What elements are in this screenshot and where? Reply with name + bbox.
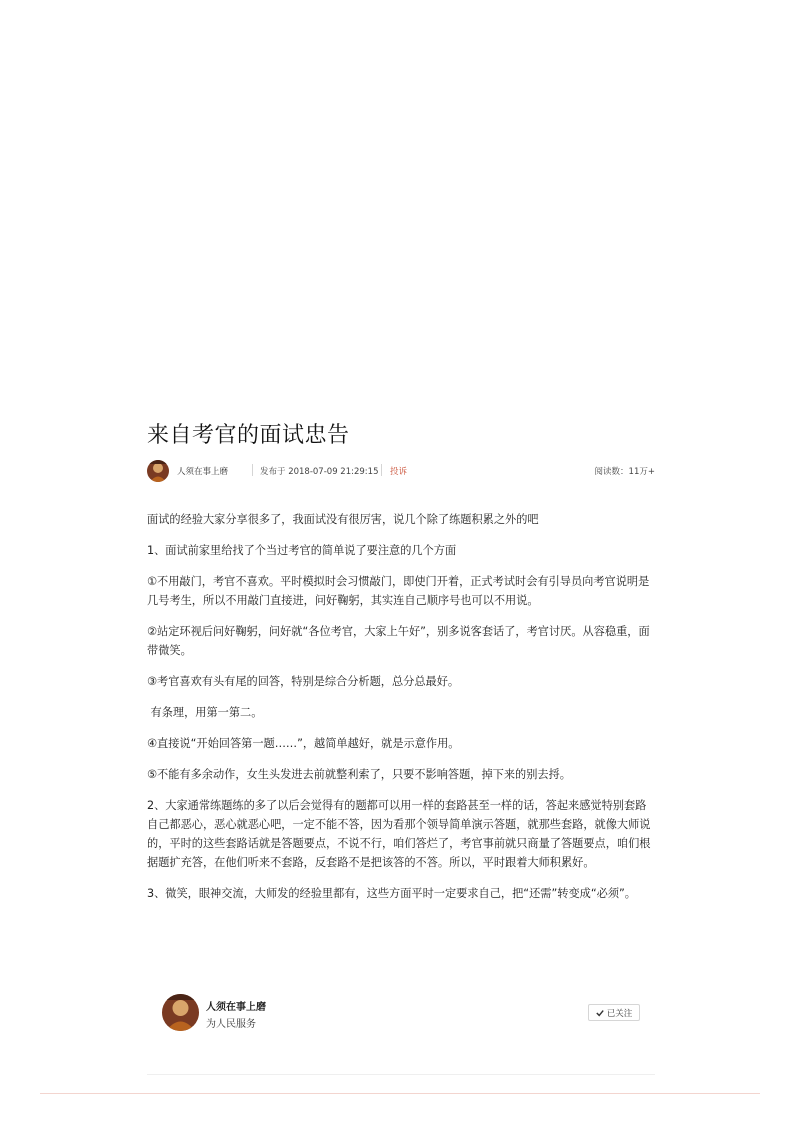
article [147, 418, 655, 900]
paragraph: 3、微笑，眼神交流，大师发的经验里都有，这些方面平时一定要求自己，把“还需”转变成“必须”。 [147, 887, 636, 900]
author-card [162, 994, 640, 1034]
meta-divider [252, 464, 253, 476]
paragraph: ①不用敲门，考官不喜欢。平时模拟时会习惯敲门，即使门开着，正式考试时会有引导员向考官说明是几号考生，所以不用敲门直接进，问好鞠躬，其实连自己顺序号也可以不用说。 [147, 575, 650, 607]
follow-button-label: 已关注 [606, 1008, 633, 1019]
author-card-description: 为人民服务 [206, 1019, 256, 1030]
paragraph: 面试的经验大家分享很多了，我面试没有很厉害，说几个除了练题积累之外的吧 [147, 513, 539, 526]
article-body [147, 510, 655, 915]
divider [40, 1093, 760, 1094]
paragraph: 2、大家通常练题练的多了以后会觉得有的题都可以用一样的套路甚至一样的话，答起来感觉特别套路自己都恶心，恶心就恶心吧，一定不能不答，因为看那个领导简单演示答题，就那些套路，就像大师说的，平时的这些套路话就是答题要点，不说不行，咱们答烂了，考官事前就只商量了答题要点，咱们根据题扩充答，在他们听来不套路，反套路不是把该答的不答。所以，平时跟着大师积累好。 [147, 799, 651, 869]
paragraph: ②站定环视后问好鞠躬，问好就“各位考官，大家上午好”，别多说客套话了，考官讨厌。从容稳重，面带微笑。 [147, 625, 650, 657]
article-title: 来自考官的面试忠告 [147, 423, 350, 448]
author-name-link[interactable]: 人须在事上磨 [177, 467, 229, 477]
author-avatar[interactable] [147, 460, 169, 482]
article-meta [147, 460, 655, 486]
paragraph: 有条理，用第一第二。 [147, 706, 263, 719]
author-card-avatar[interactable] [162, 994, 199, 1031]
paragraph: ③考官喜欢有头有尾的回答，特别是综合分析题，总分总最好。 [147, 675, 460, 688]
avatar-icon [162, 994, 199, 1031]
paragraph: ④直接说“开始回答第一题……”，越简单越好，就是示意作用。 [147, 737, 460, 750]
follow-button[interactable] [588, 1004, 640, 1021]
check-icon [596, 1009, 604, 1017]
publish-time: 发布于 2018-07-09 21:29:15 [260, 467, 379, 477]
paragraph: ⑤不能有多余动作，女生头发进去前就整利索了，只要不影响答题，掉下来的别去捋。 [147, 768, 571, 781]
avatar-icon [147, 460, 169, 482]
meta-divider [381, 464, 382, 476]
paragraph: 1、面试前家里给找了个当过考官的简单说了要注意的几个方面 [147, 544, 457, 557]
divider [147, 1074, 655, 1075]
author-card-name[interactable]: 人须在事上磨 [206, 1002, 266, 1013]
read-count: 阅读数：11万+ [594, 467, 655, 477]
report-link[interactable]: 投诉 [390, 467, 408, 477]
